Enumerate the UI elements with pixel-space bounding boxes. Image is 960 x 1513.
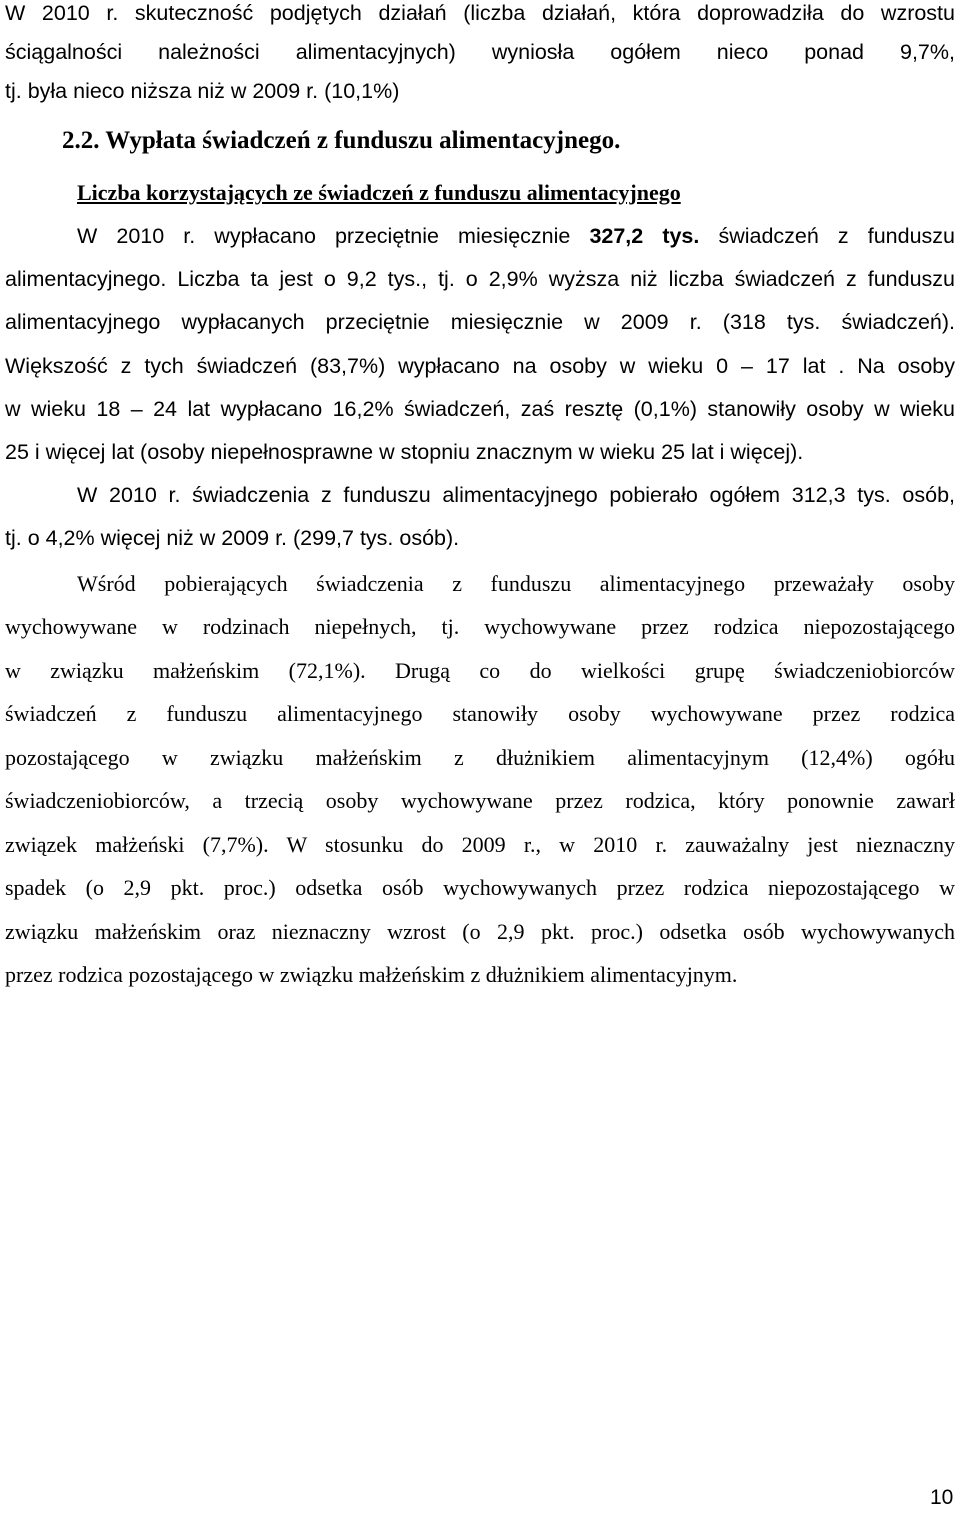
- para2-line-3: alimentacyjnego wypłacanych przeciętnie miesięcznie w 2009 r. (318 tys. świadczeń).: [5, 310, 955, 334]
- para4-line-9: związku małżeńskim oraz nieznaczny wzrost (o 2,9 pkt. proc.) odsetka osób wychowywanych: [5, 919, 955, 944]
- para2-line-4: Większość z tych świadczeń (83,7%) wypłacano na osoby w wieku 0 – 17 lat . Na osoby: [5, 354, 955, 378]
- para4-line-4: świadczeń z funduszu alimentacyjnego stanowiły osoby wychowywane przez rodzica: [5, 701, 955, 726]
- para4-line-5: pozostającego w związku małżeńskim z dłużnikiem alimentacyjnym (12,4%) ogółu: [5, 745, 955, 770]
- para2-line-1-bold: 327,2 tys.: [589, 224, 700, 248]
- para4-line-3: w związku małżeńskim (72,1%). Drugą co do wielkości grupę świadczeniobiorców: [5, 658, 955, 683]
- para2-line-6: 25 i więcej lat (osoby niepełnosprawne w stopniu znacznym w wieku 25 lat i więcej).: [5, 440, 804, 464]
- para4-line-10: przez rodzica pozostającego w związku małżeńskim z dłużnikiem alimentacyjnym.: [5, 962, 738, 987]
- para4-line-1: Wśród pobierających świadczenia z funduszu alimentacyjnego przeważały osoby: [77, 571, 955, 596]
- para2-line-1-c: świadczeń z funduszu: [699, 224, 956, 248]
- para1-line-1: W 2010 r. skuteczność podjętych działań (liczba działań, która doprowadziła do wzrostu: [5, 1, 955, 25]
- para4-line-6: świadczeniobiorców, a trzecią osoby wychowywane przez rodzica, który ponownie zawarł: [5, 788, 955, 813]
- para1-line-2: [5, 40, 955, 65]
- para3-line-2: tj. o 4,2% więcej niż w 2009 r. (299,7 tys. osób).: [5, 526, 460, 550]
- para2-line-1: [77, 224, 955, 249]
- para3-line-1: W 2010 r. świadczenia z funduszu alimentacyjnego pobierało ogółem 312,3 tys. osób,: [77, 483, 955, 507]
- para1-line-3: tj. była nieco niższa niż w 2009 r. (10,1%): [5, 79, 400, 103]
- para2-line-1-a: W 2010 r. wypłacano przeciętnie miesięcznie: [77, 224, 590, 248]
- para4-line-8: spadek (o 2,9 pkt. proc.) odsetka osób wychowywanych przez rodzica niepozostającego w: [5, 875, 955, 900]
- para1-line-2-text: ściągalności należności alimentacyjnych) wyniosła ogółem nieco ponad 9,7%,: [5, 40, 955, 64]
- para2-line-2: alimentacyjnego. Liczba ta jest o 9,2 tys., tj. o 2,9% wyższa niż liczba świadczeń z funduszu: [5, 267, 955, 291]
- para2-line-5: w wieku 18 – 24 lat wypłacano 16,2% świadczeń, zaś resztę (0,1%) stanowiły osoby w wieku: [5, 397, 955, 421]
- page-number: 10: [930, 1486, 954, 1509]
- section-subheading: Liczba korzystających ze świadczeń z funduszu alimentacyjnego: [77, 180, 681, 205]
- para4-line-7: związek małżeński (7,7%). W stosunku do 2009 r., w 2010 r. zauważalny jest nieznaczny: [5, 832, 955, 857]
- para4-line-2: wychowywane w rodzinach niepełnych, tj. wychowywane przez rodzica niepozostającego: [5, 614, 955, 639]
- section-heading: 2.2. Wypłata świadczeń z funduszu alimentacyjnego.: [62, 127, 621, 154]
